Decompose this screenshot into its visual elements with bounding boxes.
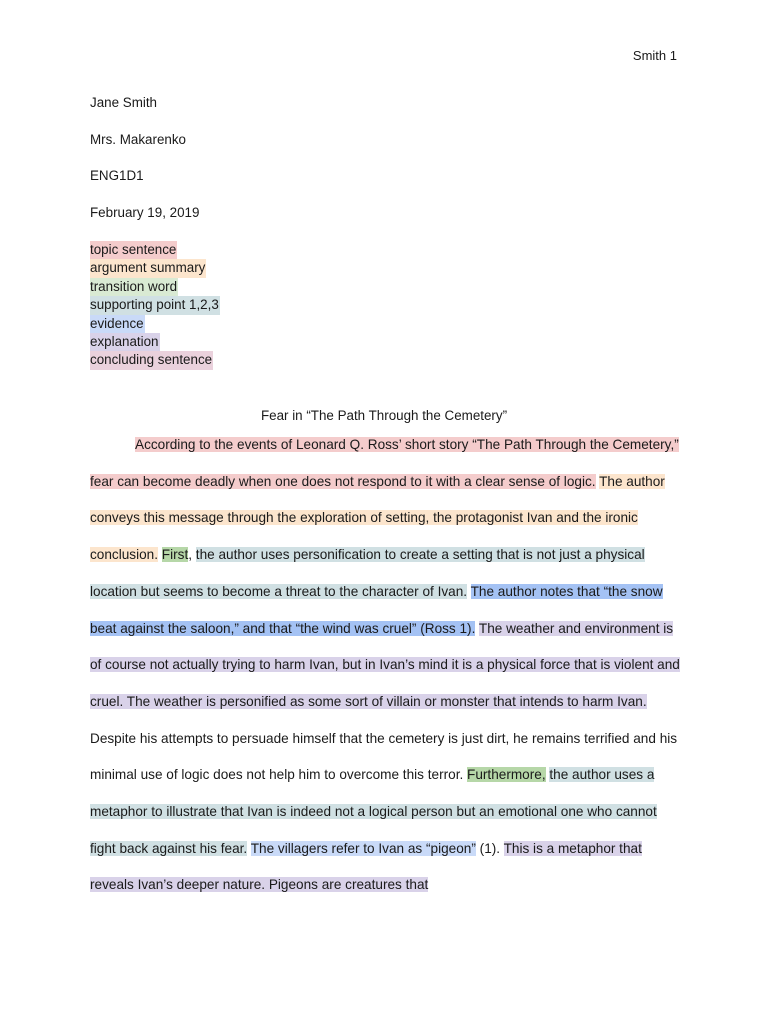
page-header-number: Smith 1 <box>632 48 677 63</box>
legend-item-concluding <box>90 351 220 369</box>
legend-label: argument summary <box>90 259 206 277</box>
legend-item-explanation <box>90 333 220 351</box>
legend-label: supporting point 1,2,3 <box>90 296 220 314</box>
legend-item-support <box>90 296 220 314</box>
transition-word: First <box>161 547 189 563</box>
legend-label: explanation <box>90 333 160 351</box>
transition-word: Furthermore, <box>467 767 546 783</box>
topic-sentence: According to the events of Leonard Q. Ross’ short story “The Path Through the Cemetery,” fear can become deadly when one does not respond to it with a clear sense of logic. <box>90 437 679 489</box>
course-code: ENG1D1 <box>90 168 144 183</box>
evidence: The author notes that “the snow beat against the saloon,” and that “the wind was cruel” (Ross 1). <box>90 583 663 636</box>
legend-label: evidence <box>90 315 145 333</box>
explanation: This is a metaphor that reveals Ivan’s deeper nature. Pigeons are creatures that <box>90 840 642 893</box>
explanation: The weather and environment is of course not actually trying to harm Ivan, but in Ivan’s mind it is a physical force that is violent and cruel. The weather is personified as some sort of villain or monster that intends to harm Ivan. <box>90 620 680 709</box>
legend-item-argument <box>90 259 220 277</box>
student-name: Jane Smith <box>90 95 157 110</box>
citation: (1). <box>479 840 501 856</box>
essay-date: February 19, 2019 <box>90 205 200 220</box>
argument-summary: The author conveys this message through the exploration of setting, the protagonist Ivan and the ironic conclusion. <box>90 473 665 563</box>
legend-label: concluding sentence <box>90 351 213 369</box>
teacher-name: Mrs. Makarenko <box>90 132 186 147</box>
legend-item-topic <box>90 241 220 259</box>
essay-title: Fear in “The Path Through the Cemetery” <box>260 408 508 423</box>
legend-item-evidence <box>90 315 220 333</box>
essay-paragraph: According to the events of Leonard Q. Ross’ short story “The Path Through the Cemetery,” fear can become deadly when one does not respond to it with a clear sense of logic. The author conveys this message through the exploration of setting, the protagonist Ivan and the ironic conclusion. First, the author uses personification to create a setting that is not just a physical location but seems to become a threat to the character of Ivan. The author notes that “the snow beat against the saloon,” and that “the wind was cruel” (Ross 1). The weather and environment is of course not actually trying to harm Ivan, but in Ivan’s mind it is a physical force that is violent and cruel. The weather is personified as some sort of villain or monster that intends to harm Ivan. Despite his attempts to persuade himself that the cemetery is just dirt, he remains terrified and his minimal use of logic does not help him to overcome this terror. Furthermore, the author uses a metaphor to illustrate that Ivan is indeed not a logical person but an emotional one who cannot fight back against his fear. The villagers refer to Ivan as “pigeon” (1). This is a metaphor that reveals Ivan’s deeper nature. Pigeons are creatures that <box>90 437 680 893</box>
explanation-plain: Despite his attempts to persuade himself that the cemetery is just dirt, he remains terrified and his minimal use of logic does not help him to overcome this terror. <box>90 730 678 783</box>
legend-item-transition <box>90 278 220 296</box>
color-legend <box>90 241 220 370</box>
legend-label: topic sentence <box>90 241 177 259</box>
supporting-point: the author uses personification to create a setting that is not just a physical location but seems to become a threat to the character of Ivan. <box>90 547 645 599</box>
supporting-point: the author uses a metaphor to illustrate that Ivan is indeed not a logical person but an emotional one who cannot fight back against his fear. <box>90 767 657 856</box>
evidence: The villagers refer to Ivan as “pigeon” <box>250 840 476 856</box>
legend-label: transition word <box>90 278 178 296</box>
